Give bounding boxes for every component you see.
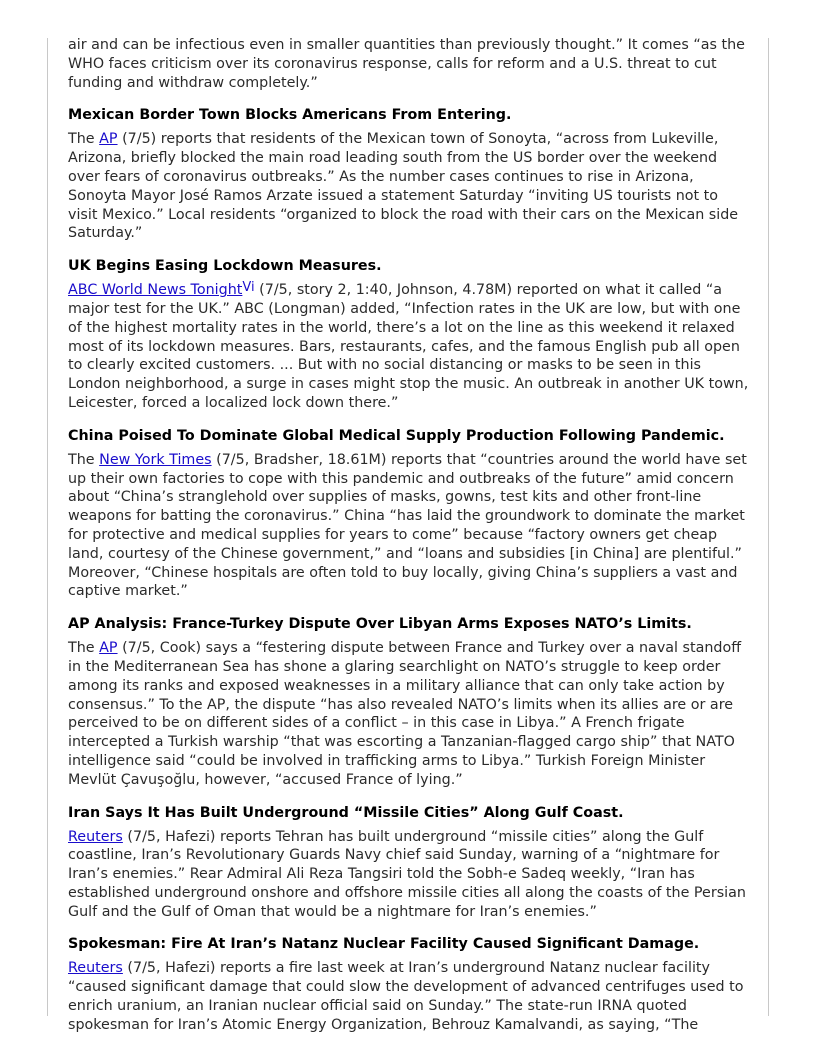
article-text: (7/5) reports that residents of the Mexican town of Sonoyta, “across from Lukeville, Arizona, briefly blocked the main road leading south from the US border over the weekend over fears of coronavirus outbreaks.” As the number cases continues to rise in Arizona, Sonoyta Mayor José Ramos Arzate issued a statement Saturday “inviting US tourists not to visit Mexico.” Local residents “organized to block the road with their cars on the Mexican side Saturday.”	[68, 131, 739, 242]
article	[68, 615, 750, 789]
article-headline: Mexican Border Town Blocks Americans From Entering.	[68, 107, 512, 124]
article-headline: UK Begins Easing Lockdown Measures.	[68, 258, 382, 275]
right-margin-rule	[768, 38, 769, 1016]
article-headline: Spokesman: Fire At Iran’s Natanz Nuclear Facility Caused Significant Damage.	[68, 936, 700, 953]
article-body	[68, 828, 750, 922]
newsletter-page	[68, 36, 750, 1049]
article-lead: The	[68, 131, 100, 148]
source-link-ap[interactable]: AP	[99, 640, 118, 657]
left-margin-rule	[47, 38, 48, 1016]
source-link-abc-world-news-tonight[interactable]: ABC World News Tonight	[68, 282, 243, 299]
article-lead: The	[68, 640, 100, 657]
article	[68, 427, 750, 601]
video-marker[interactable]: Vi	[242, 280, 255, 296]
article-text: (7/5, Bradsher, 18.61M) reports that “countries around the world have set up their own factories to cope with this pandemic and outbreaks of the future” amid concern about “China’s stranglehold over supplies of masks, gowns, test kits and other front-line weapons for batting the coronavirus.” China “has laid the groundwork to dominate the market for protective and medical supplies for years to come” because “factory owners get cheap land, courtesy of the Chinese government,” and “loans and subsidies [in China] are plentiful.” Moreover, “Chinese hospitals are often told to buy locally, giving China’s suppliers a vast and captive market.”	[68, 451, 747, 600]
article-headline: China Poised To Dominate Global Medical Supply Production Following Pandemic.	[68, 427, 725, 444]
article	[68, 935, 750, 1034]
article	[68, 804, 750, 922]
article-text: (7/5, Cook) says a “festering dispute between France and Turkey over a naval standoff in the Mediterranean Sea has shone a glaring searchlight on NATO’s struggle to keep order among its ranks and exposed weaknesses in a military alliance that can only take action by consensus.” To the AP, the dispute “has also revealed NATO’s limits when its allies are or are perceived to be on different sides of a conflict – in this case in Libya.” A French frigate intercepted a Turkish warship “that was escorting a Tanzanian-flagged cargo ship” that NATO intelligence said “could be involved in trafficking arms to Libya.” Turkish Foreign Minister Mevlüt Çavuşoğlu, however, “accused France of lying.”	[68, 640, 742, 788]
source-link-reuters[interactable]: Reuters	[68, 960, 123, 977]
article-body	[68, 959, 750, 1034]
article-body	[68, 130, 750, 243]
intro-paragraph: air and can be infectious even in smaller quantities than previously thought.” It comes “as the WHO faces criticism over its coronavirus response, calls for reform and a U.S. threat to cut funding and withdraw completely.”	[68, 37, 745, 91]
article-text: (7/5, story 2, 1:40, Johnson, 4.78M) reported on what it called “a major test for the UK.” ABC (Longman) added, “Infection rates in the UK are low, but with one of the highest mortality rates in the world, there’s a lot on the line as this weekend it relaxed most of its lockdown measures. Bars, restaurants, cafes, and the famous English pub all open to clearly excited customers. ... But with no social distancing or masks to be seen in this London neighborhood, a surge in cases might stop the music. An outbreak in another UK town, Leicester, forced a localized lock down there.”	[68, 282, 749, 411]
article	[68, 106, 750, 243]
article-body	[68, 639, 750, 789]
article-text: (7/5, Hafezi) reports Tehran has built underground “missile cities” along the Gulf coastline, Iran’s Revolutionary Guards Navy chief said Sunday, warning of a “nightmare for Iran’s enemies.” Rear Admiral Ali Reza Tangsiri told the Sobh-e Sadeq weekly, “Iran has established underground onshore and offshore missile cities all along the coasts of the Persian Gulf and the Gulf of Oman that would be a nightmare for Iran’s enemies.”	[68, 828, 746, 920]
article-lead: The	[68, 451, 100, 468]
source-link-ap[interactable]: AP	[99, 131, 118, 148]
source-link-reuters[interactable]: Reuters	[68, 828, 123, 845]
article	[68, 257, 750, 413]
article-headline: AP Analysis: France-Turkey Dispute Over Libyan Arms Exposes NATO’s Limits.	[68, 616, 692, 633]
article-body	[68, 281, 750, 413]
article-text: (7/5, Hafezi) reports a fire last week at Iran’s underground Natanz nuclear facility “caused significant damage that could slow the development of advanced centrifuges used to enrich uranium, an Iranian nuclear official said on Sunday.” The state-run IRNA quoted spokesman for Iran’s Atomic Energy Organization, Behrouz Kamalvandi, as saying, “The	[68, 960, 744, 1033]
article-headline: Iran Says It Has Built Underground “Missile Cities” Along Gulf Coast.	[68, 804, 624, 821]
source-link-new-york-times[interactable]: New York Times	[99, 451, 212, 468]
article-body	[68, 451, 750, 601]
